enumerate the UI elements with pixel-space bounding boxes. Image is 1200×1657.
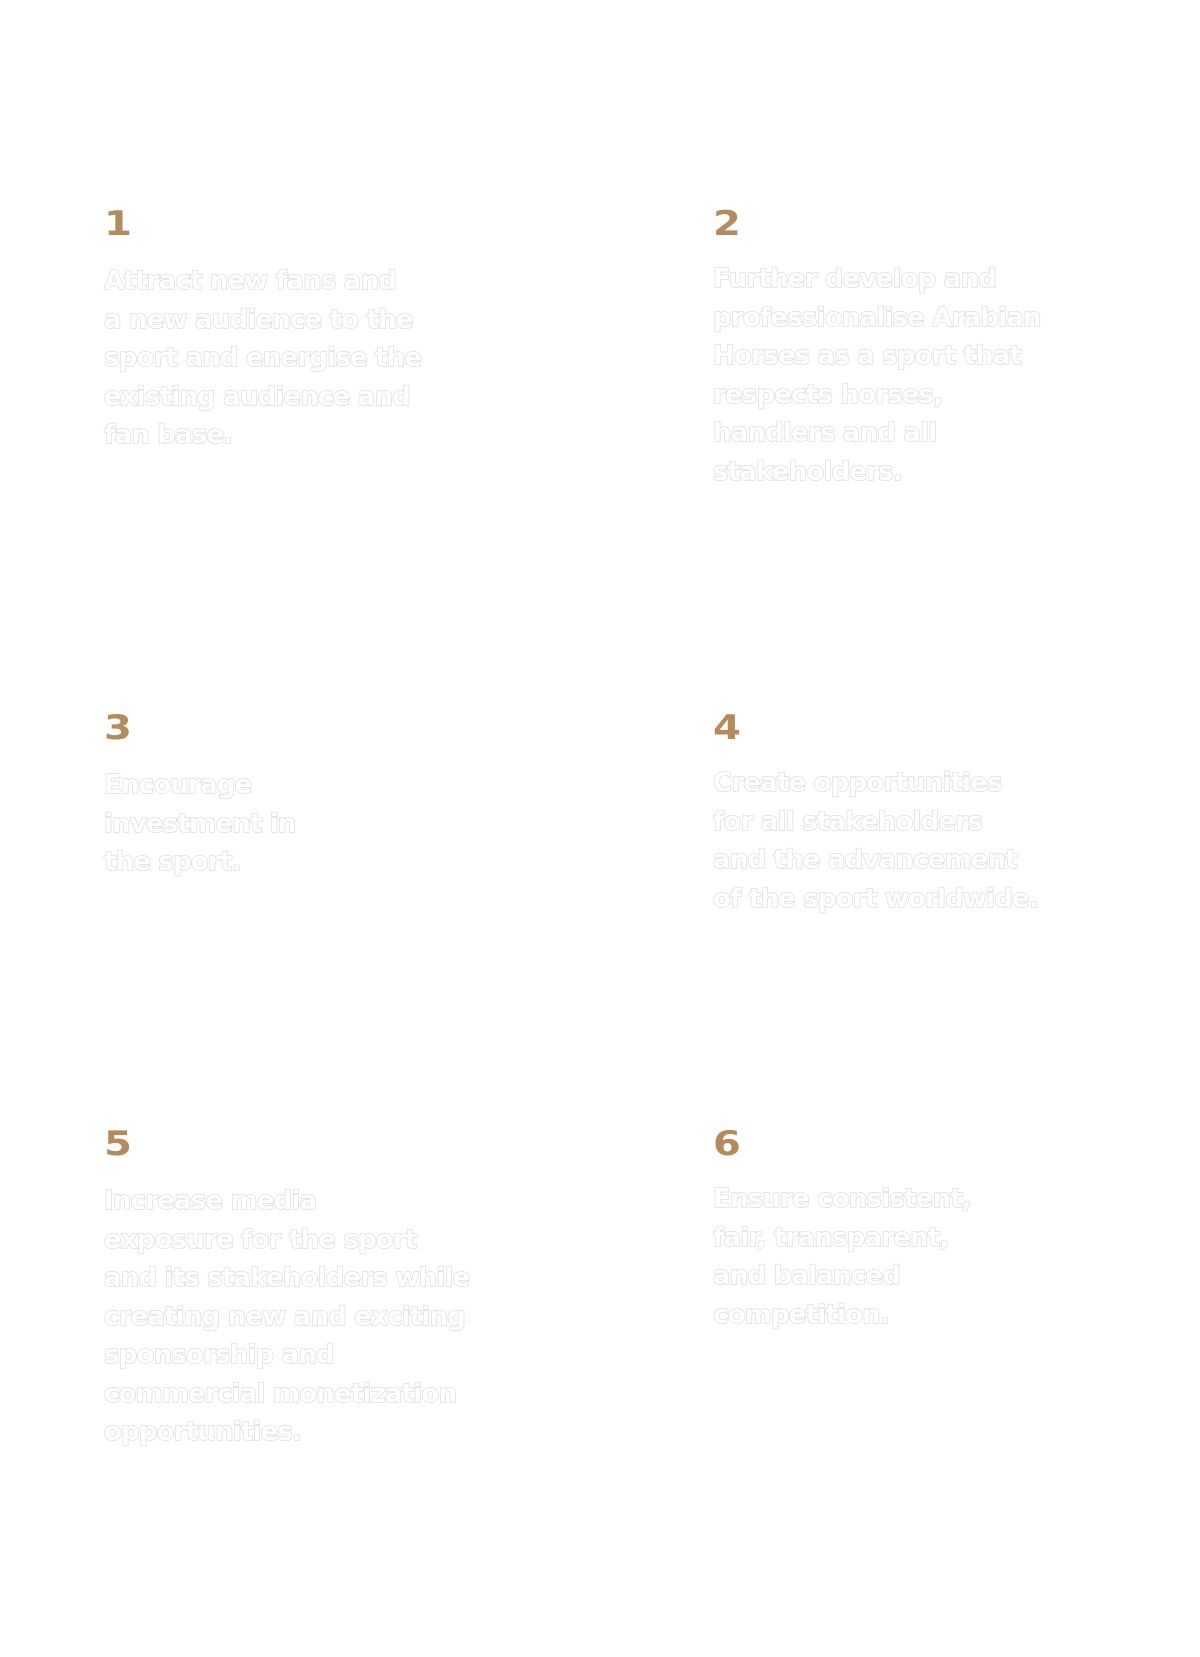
objective-number: 5 <box>104 1124 134 1164</box>
objective-text: Encourage investment in the sport. <box>104 770 296 877</box>
objective-6 <box>713 1124 971 1330</box>
objective-text: Attract new fans and a new audience to the sport and energise the existing audience and fan base. <box>104 266 422 450</box>
objective-text: Ensure consistent, fair, transparent, and balanced competition. <box>713 1184 971 1330</box>
objective-3 <box>104 708 296 877</box>
objective-4 <box>713 708 1038 914</box>
objective-text: Further develop and professionalise Arabian Horses as a sport that respects horses, handlers and all stakeholders. <box>713 264 1041 487</box>
objective-number: 6 <box>713 1124 743 1164</box>
objective-number: 2 <box>713 204 743 244</box>
objective-text: Create opportunities for all stakeholders and the advancement of the sport worldwide. <box>713 768 1038 914</box>
objective-number: 1 <box>104 204 134 244</box>
objective-text: Increase media exposure for the sport and its stakeholders while creating new and exciting sponsorship and commercial monetization opportunities. <box>104 1186 470 1447</box>
objective-number: 3 <box>104 708 134 748</box>
objective-2 <box>713 204 1041 487</box>
objective-1 <box>104 204 422 450</box>
objective-5 <box>104 1124 470 1447</box>
objective-number: 4 <box>713 708 743 748</box>
